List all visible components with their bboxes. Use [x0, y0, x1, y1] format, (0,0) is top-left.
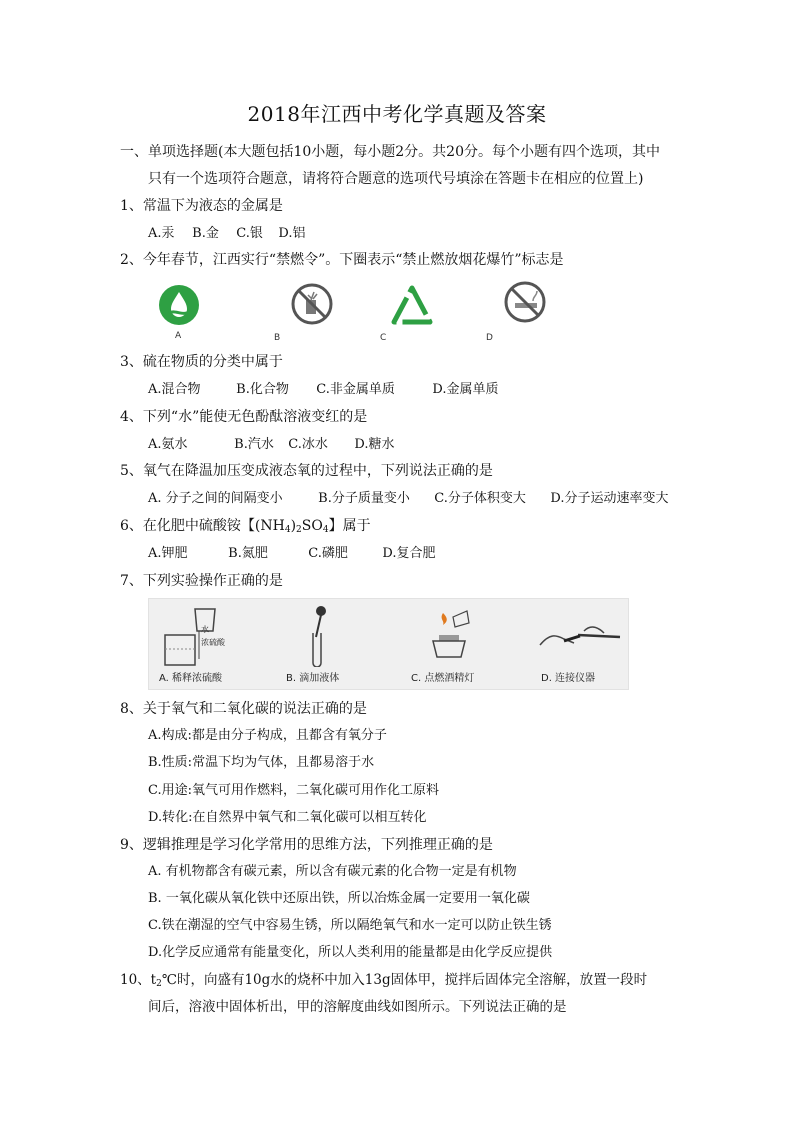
q3-option-c: C.非金属单质: [316, 382, 395, 397]
q6-option-c: C.磷肥: [308, 546, 348, 561]
q10-stem-post: ℃时，向盛有10g水的烧杯中加入13g固体甲，搅拌后固体完全溶解，放置一段时: [161, 972, 648, 988]
q10-sub: 2: [156, 979, 162, 989]
page-title: 2018年江西中考化学真题及答案: [247, 102, 547, 126]
q9-option-b: B. 一氧化碳从氧化铁中还原出铁，所以冶炼金属一定要用一氧化碳: [148, 891, 530, 906]
q3-option-b: B.化合物: [236, 382, 289, 397]
section-instruction-line1: 一、单项选择题(本大题包括10小题，每小题2分。共20分。每个小题有四个选项，其中: [120, 144, 660, 160]
lab-caption-d: D. 连接仪器: [541, 673, 596, 684]
q2-stem: 2、今年春节，江西实行“禁燃令”。下圈表示“禁止燃放烟花爆竹”标志是: [120, 252, 564, 268]
q1-option-c: C.银: [236, 226, 263, 241]
q6-sub2: 2: [296, 525, 302, 535]
q5-option-d: D.分子运动速率变大: [550, 491, 669, 506]
dilution-beaker-icon: [159, 605, 239, 667]
lab-caption-a: A. 稀释浓硫酸: [159, 673, 223, 684]
section-instruction-line2: 只有一个选项符合题意，请将符合题意的选项代号填涂在答题卡在相应的位置上): [148, 171, 644, 187]
q2-label-c: C: [380, 333, 387, 343]
q3-option-d: D.金属单质: [432, 382, 499, 397]
q6-option-b: B.氮肥: [228, 546, 268, 561]
q8-option-b: B.性质:常温下均为气体，且都易溶于水: [148, 755, 375, 770]
q6-stem-mid2: SO: [301, 518, 323, 534]
no-smoking-icon: [503, 280, 547, 324]
q6-stem-pre: 6、在化肥中硫酸铵【(NH: [120, 518, 285, 534]
q4-options: [148, 436, 395, 454]
lab-caption-b: B. 滴加液体: [286, 673, 340, 684]
q9-option-d: D.化学反应通常有能量变化，所以人类利用的能量都是由化学反应提供: [148, 945, 553, 960]
alcohol-lamp-icon: [427, 605, 477, 667]
q9-option-c: C.铁在潮湿的空气中容易生锈，所以隔绝氧气和水一定可以防止铁生锈: [148, 918, 552, 933]
q6-sub3: 4: [322, 525, 329, 535]
lab-operations-figure: [148, 598, 629, 690]
q9-stem: 9、逻辑推理是学习化学常用的思维方法，下列推理正确的是: [120, 837, 493, 853]
q5-option-a: A. 分子之间的间隔变小: [148, 491, 283, 506]
q5-option-b: B.分子质量变小: [318, 491, 410, 506]
q3-options: [148, 381, 499, 399]
water-drop-icon: [157, 283, 201, 327]
q1-stem: 1、常温下为液态的金属是: [120, 198, 283, 214]
q1-options: [148, 225, 306, 243]
q3-stem: 3、硫在物质的分类中属于: [120, 354, 283, 370]
q4-stem: 4、下列“水”能使无色酚酞溶液变红的是: [120, 409, 368, 425]
q6-option-a: A.钾肥: [148, 546, 188, 561]
q1-option-d: D.铝: [278, 226, 306, 241]
q6-options: [148, 545, 436, 563]
q8-option-d: D.转化:在自然界中氧气和二氧化碳可以相互转化: [148, 810, 427, 825]
q6-stem-post: 】属于: [328, 518, 371, 534]
lab-a-acid-label: 浓硫酸: [201, 638, 225, 647]
lab-a-water-label: 水: [201, 625, 209, 634]
connect-apparatus-icon: [534, 605, 624, 667]
q3-option-a: A.混合物: [148, 382, 201, 397]
q5-option-c: C.分子体积变大: [434, 491, 526, 506]
dropper-tube-icon: [299, 605, 339, 667]
q6-sub1: 4: [284, 525, 291, 535]
q5-stem: 5、氧气在降温加压变成液态氧的过程中，下列说法正确的是: [120, 463, 493, 479]
q4-option-d: D.糖水: [354, 437, 395, 452]
q2-label-d: D: [486, 333, 493, 343]
q8-option-a: A.构成:都是由分子构成，且都含有氧分子: [148, 728, 387, 743]
q8-stem: 8、关于氧气和二氧化碳的说法正确的是: [120, 701, 367, 717]
no-fireworks-icon: [290, 282, 334, 326]
q2-label-b: B: [274, 333, 281, 343]
q10-stem-pre: 10、t: [120, 972, 157, 988]
q2-label-a: A: [175, 331, 182, 341]
recycle-icon: [390, 284, 434, 328]
q1-option-a: A.汞: [148, 226, 175, 241]
q10-stem-line2: 间后，溶液中固体析出，甲的溶解度曲线如图所示。下列说法正确的是: [148, 999, 567, 1015]
q6-option-d: D.复合肥: [382, 546, 436, 561]
q6-stem-mid: ): [290, 518, 297, 534]
q7-stem: 7、下列实验操作正确的是: [120, 573, 283, 589]
lab-caption-c: C. 点燃酒精灯: [411, 673, 475, 684]
q4-option-b: B.汽水: [234, 437, 274, 452]
q10-stem: [120, 971, 647, 993]
q1-option-b: B.金: [192, 226, 219, 241]
q4-option-c: C.冰水: [288, 437, 328, 452]
q4-option-a: A.氨水: [148, 437, 188, 452]
q9-option-a: A. 有机物都含有碳元素，所以含有碳元素的化合物一定是有机物: [148, 864, 517, 879]
q5-options: [148, 490, 669, 508]
q6-stem: [120, 517, 371, 539]
q8-option-c: C.用途:氧气可用作燃料，二氧化碳可用作化工原料: [148, 783, 439, 798]
